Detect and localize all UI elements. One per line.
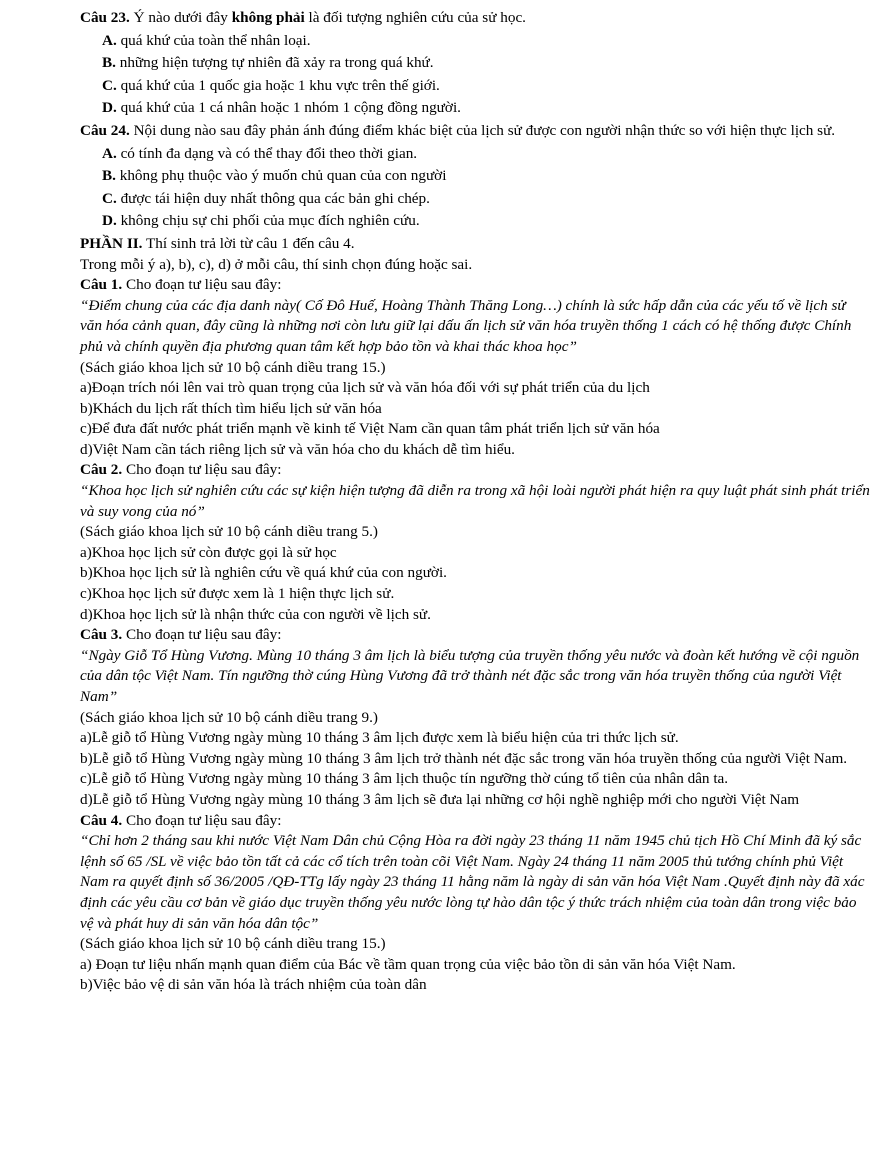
question-2-statement-c: c)Khoa học lịch sử được xem là 1 hiện thực lịch sử. (80, 585, 395, 603)
question-23-stem: Câu 23. Ý nào dưới đây không phải là đối tượng nghiên cứu của sử học. (80, 9, 526, 26)
question-24-option-c: C. được tái hiện duy nhất thông qua các bản ghi chép. (102, 189, 430, 207)
question-23-option-c: C. quá khứ của 1 quốc gia hoặc 1 khu vực trên thế giới. (102, 76, 440, 94)
question-1-statement-b: b)Khách du lịch rất thích tìm hiểu lịch sử văn hóa (80, 399, 382, 417)
question-2-statement-d: d)Khoa học lịch sử là nhận thức của con người về lịch sử. (80, 605, 431, 623)
question-2-statement-b: b)Khoa học lịch sử là nghiên cứu về quá khứ của con người. (80, 564, 447, 582)
question-24-stem: Câu 24. Nội dung nào sau đây phản ánh đúng điểm khác biệt của lịch sử được con người nhận thức so với hiện thực lịch sử. (80, 121, 836, 139)
question-24-option-d: D. không chịu sự chi phối của mục đích nghiên cứu. (102, 212, 420, 230)
question-4-intro: Câu 4. Cho đoạn tư liệu sau đây: (80, 811, 282, 829)
question-1-quote: “Điểm chung của các địa danh này( Cố Đô Huế, Hoàng Thành Thăng Long…) chính là sức hấp dẫn của các yếu tố về lịch sử văn hóa cảnh quan, đây cũng là những nơi còn lưu giữ lại dấu ấn lịch sử văn hóa truyền thống 1 cách có hệ thống được Chính phủ và chính quyền địa phương quan tâm kết hợp bảo tồn và khai thác khoa học” (80, 296, 852, 355)
question-3-intro: Câu 3. Cho đoạn tư liệu sau đây: (80, 626, 282, 644)
question-1-statement-d: d)Việt Nam cần tách riêng lịch sử và văn hóa cho du khách dễ tìm hiểu. (80, 440, 515, 458)
question-23-option-d: D. quá khứ của 1 cá nhân hoặc 1 nhóm 1 cộng đồng người. (102, 99, 461, 117)
question-4-quote: “Chỉ hơn 2 tháng sau khi nước Việt Nam Dân chủ Cộng Hòa ra đời ngày 23 tháng 11 năm 1945 chủ tịch Hồ Chí Minh đã ký sắc lệnh số 65 /SL về việc bảo tồn tất cả các cổ tích trên toàn cõi Việt Nam. Ngày 24 tháng 11 năm 2005 thủ tướng chính phủ Việt Nam ra quyết định số 36/2005 /QĐ-TTg lấy ngày 23 tháng 11 hằng năm là ngày di sản văn hóa Việt Nam .Quyết định này đã xác định các yêu cầu cơ bản về giáo dục truyền thống yêu nước lòng tự hào dân tộc ý thức trách nhiệm của toàn dân trong việc bảo vệ và phát huy di sản văn hóa dân tộc” (80, 832, 865, 932)
question-2-intro: Câu 2. Cho đoạn tư liệu sau đây: (80, 461, 282, 479)
question-4-source: (Sách giáo khoa lịch sử 10 bộ cánh diều trang 15.) (80, 935, 386, 953)
question-3-statement-a: a)Lễ giỗ tổ Hùng Vương ngày mùng 10 tháng 3 âm lịch được xem là biểu hiện của tri thức lịch sử. (80, 729, 679, 747)
question-3-source: (Sách giáo khoa lịch sử 10 bộ cánh diều trang 9.) (80, 708, 378, 726)
question-23-label: Câu 23. (80, 9, 130, 26)
question-4-statement-b: b)Việc bảo vệ di sản văn hóa là trách nhiệm của toàn dân (80, 976, 427, 994)
question-24-label: Câu 24. (80, 121, 130, 139)
question-24-option-a: A. có tính đa dạng và có thể thay đổi theo thời gian. (102, 144, 418, 162)
emphasis-text: không phải (231, 9, 305, 26)
question-23-option-b: B. những hiện tượng tự nhiên đã xảy ra trong quá khứ. (102, 54, 434, 72)
question-2-statement-a: a)Khoa học lịch sử còn được gọi là sử học (80, 543, 337, 561)
question-3-statement-c: c)Lễ giỗ tổ Hùng Vương ngày mùng 10 tháng 3 âm lịch thuộc tín ngưỡng thờ cúng tổ tiên của nhân dân ta. (80, 770, 729, 788)
question-3-statement-b: b)Lễ giỗ tổ Hùng Vương ngày mùng 10 tháng 3 âm lịch trở thành nét đặc sắc trong văn hóa truyền thống của người Việt Nam. (80, 749, 848, 767)
question-1-statement-a: a)Đoạn trích nói lên vai trò quan trọng của lịch sử và văn hóa đối với sự phát triển của du lịch (80, 379, 650, 397)
question-1-statement-c: c)Để đưa đất nước phát triển mạnh về kinh tế Việt Nam cần quan tâm phát triển lịch sử văn hóa (80, 420, 660, 438)
question-1-intro: Câu 1. Cho đoạn tư liệu sau đây: (80, 276, 282, 294)
question-23-option-a: A. quá khứ của toàn thể nhân loại. (102, 31, 311, 49)
part-2-instruction: Trong mỗi ý a), b), c), d) ở mỗi câu, thí sinh chọn đúng hoặc sai. (80, 255, 473, 273)
question-24-option-b: B. không phụ thuộc vào ý muốn chủ quan của con người (102, 167, 447, 185)
question-1-source: (Sách giáo khoa lịch sử 10 bộ cánh diều trang 15.) (80, 358, 386, 376)
question-2-source: (Sách giáo khoa lịch sử 10 bộ cánh diều trang 5.) (80, 523, 378, 541)
part-2-heading: PHẦN II. Thí sinh trả lời từ câu 1 đến câu 4. (80, 234, 355, 252)
question-4-statement-a: a) Đoạn tư liệu nhấn mạnh quan điểm của Bác về tầm quan trọng của việc bảo tồn di sản văn hóa Việt Nam. (80, 955, 736, 973)
question-3-statement-d: d)Lễ giỗ tổ Hùng Vương ngày mùng 10 tháng 3 âm lịch sẽ đưa lại những cơ hội nghề nghiệp mới cho người Việt Nam (80, 790, 800, 808)
question-3-quote: “Ngày Giỗ Tổ Hùng Vương. Mùng 10 tháng 3 âm lịch là biểu tượng của truyền thống yêu nước và đoàn kết hướng về cội nguồn của dân tộc Việt Nam. Tín ngưỡng thờ cúng Hùng Vương đã trở thành nét đặc sắc trong văn hóa truyền thống của người Việt Nam” (80, 646, 860, 705)
question-2-quote: “Khoa học lịch sử nghiên cứu các sự kiện hiện tượng đã diễn ra trong xã hội loài người phát hiện ra quy luật phát sinh phát triển và suy vong của nó” (80, 482, 870, 520)
